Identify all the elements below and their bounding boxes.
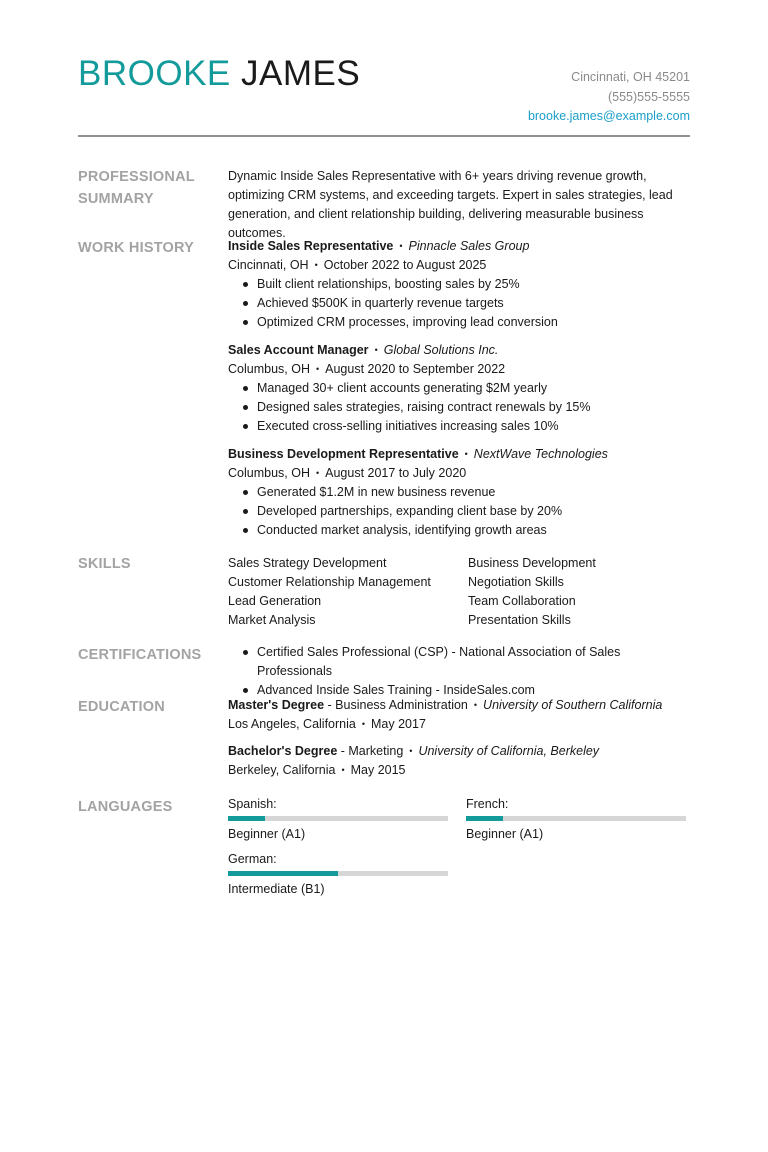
section-title-summary: PROFESSIONAL SUMMARY xyxy=(78,169,195,207)
separator-dot: • xyxy=(314,260,318,270)
certifications-body xyxy=(228,643,690,700)
skill-item: Lead Generation xyxy=(228,594,322,608)
language-name: Spanish: xyxy=(228,797,277,811)
company-name: Global Solutions Inc. xyxy=(383,343,499,357)
school-location: Berkeley, California xyxy=(228,763,336,777)
language-level: Beginner (A1) xyxy=(466,827,544,841)
school-location: Los Angeles, California xyxy=(228,717,356,731)
education-entry xyxy=(228,696,690,734)
list-item: Optimized CRM processes, improving lead conversion xyxy=(257,313,690,332)
skills-grid xyxy=(228,554,690,630)
separator-dot: • xyxy=(374,345,378,355)
certification-list xyxy=(228,643,690,700)
list-item: Achieved $500K in quarterly revenue targets xyxy=(257,294,690,313)
school-name: University of California, Berkeley xyxy=(418,744,600,758)
header-divider xyxy=(78,135,690,137)
degree-field: - Marketing xyxy=(337,744,404,758)
list-item: Developed partnerships, expanding client base by 20% xyxy=(257,502,690,521)
contact-info xyxy=(528,68,690,127)
languages-body xyxy=(228,795,690,899)
list-item: Executed cross-selling initiatives increasing sales 10% xyxy=(257,417,690,436)
separator-dot: • xyxy=(473,700,478,710)
languages-grid xyxy=(228,795,690,899)
education-entry xyxy=(228,742,690,780)
separator-dot: • xyxy=(315,468,320,478)
summary-text: Dynamic Inside Sales Representative with 6+ years driving revenue growth, optimizing CRM systems, and exceeding targets. Expert in sales strategies, lead generation, and client relationship building, delivering measurable business outcomes. xyxy=(228,169,673,240)
list-item: Advanced Inside Sales Training - InsideSales.com xyxy=(257,681,690,700)
list-item: Designed sales strategies, raising contract renewals by 15% xyxy=(257,398,690,417)
degree: Bachelor's Degree xyxy=(228,744,338,758)
list-item: Generated $1.2M in new business revenue xyxy=(257,483,690,502)
language-level: Intermediate (B1) xyxy=(228,882,325,896)
job-dates: October 2022 to August 2025 xyxy=(323,258,487,272)
job-location: Cincinnati, OH xyxy=(228,258,309,272)
degree: Master's Degree xyxy=(228,698,325,712)
graduation-date: May 2015 xyxy=(350,763,406,777)
candidate-name xyxy=(78,54,360,94)
separator-dot: • xyxy=(399,241,403,251)
company-name: NextWave Technologies xyxy=(473,447,608,461)
skill-item: Team Collaboration xyxy=(468,594,576,608)
education-body xyxy=(228,696,690,788)
section-title-skills: SKILLS xyxy=(78,556,131,572)
phone: (555)555-5555 xyxy=(607,89,690,104)
section-title-education: EDUCATION xyxy=(78,699,165,715)
job-location: Columbus, OH xyxy=(228,362,310,376)
list-item: Conducted market analysis, identifying growth areas xyxy=(257,521,690,540)
proficiency-bar-fill xyxy=(228,816,265,821)
list-item: Managed 30+ client accounts generating $2M yearly xyxy=(257,379,690,398)
separator-dot: • xyxy=(464,449,468,459)
proficiency-bar xyxy=(466,816,686,821)
school-name: University of Southern California xyxy=(483,698,663,712)
separator-dot: • xyxy=(341,765,345,775)
proficiency-bar-fill xyxy=(466,816,503,821)
job-title: Business Development Representative xyxy=(228,447,459,461)
list-item: Certified Sales Professional (CSP) - National Association of Sales Professionals xyxy=(257,643,690,681)
job-bullets xyxy=(228,379,690,436)
list-item: Built client relationships, boosting sales by 25% xyxy=(257,275,690,294)
skill-item: Presentation Skills xyxy=(468,613,571,627)
job-bullets xyxy=(228,483,690,540)
resume-header xyxy=(78,52,690,132)
work-history-body xyxy=(228,237,690,549)
section-title-work-history: WORK HISTORY xyxy=(78,240,194,256)
company-name: Pinnacle Sales Group xyxy=(408,239,530,253)
degree-field: - Business Administration xyxy=(324,698,468,712)
address: Cincinnati, OH 45201 xyxy=(571,70,690,84)
language-name: French: xyxy=(466,797,509,811)
proficiency-bar-fill xyxy=(228,871,338,876)
job-bullets xyxy=(228,275,690,332)
skill-item: Negotiation Skills xyxy=(468,575,564,589)
job-entry xyxy=(228,445,690,540)
skill-item: Customer Relationship Management xyxy=(228,575,431,589)
job-title: Sales Account Manager xyxy=(228,343,369,357)
job-dates: August 2017 to July 2020 xyxy=(325,466,467,480)
section-title-certifications: CERTIFICATIONS xyxy=(78,647,202,663)
summary-body xyxy=(228,167,690,243)
first-name: BROOKE xyxy=(78,54,231,93)
proficiency-bar xyxy=(228,871,448,876)
job-dates: August 2020 to September 2022 xyxy=(325,362,506,376)
separator-dot: • xyxy=(361,719,366,729)
language-item xyxy=(228,795,448,844)
skill-item: Business Development xyxy=(468,556,596,570)
job-title: Inside Sales Representative xyxy=(228,239,394,253)
skills-body xyxy=(228,554,690,630)
language-item xyxy=(466,795,686,844)
language-level: Beginner (A1) xyxy=(228,827,306,841)
email-link[interactable]: brooke.james@example.com xyxy=(527,109,690,123)
proficiency-bar xyxy=(228,816,448,821)
skill-item: Sales Strategy Development xyxy=(228,556,387,570)
section-title-languages: LANGUAGES xyxy=(78,799,173,815)
graduation-date: May 2017 xyxy=(371,717,426,731)
job-location: Columbus, OH xyxy=(228,466,310,480)
last-name: JAMES xyxy=(241,54,361,93)
language-item xyxy=(228,850,448,899)
job-entry xyxy=(228,341,690,436)
job-entry xyxy=(228,237,690,332)
separator-dot: • xyxy=(315,364,320,374)
skill-item: Market Analysis xyxy=(228,613,316,627)
language-name: German: xyxy=(228,852,277,866)
separator-dot: • xyxy=(409,746,413,756)
